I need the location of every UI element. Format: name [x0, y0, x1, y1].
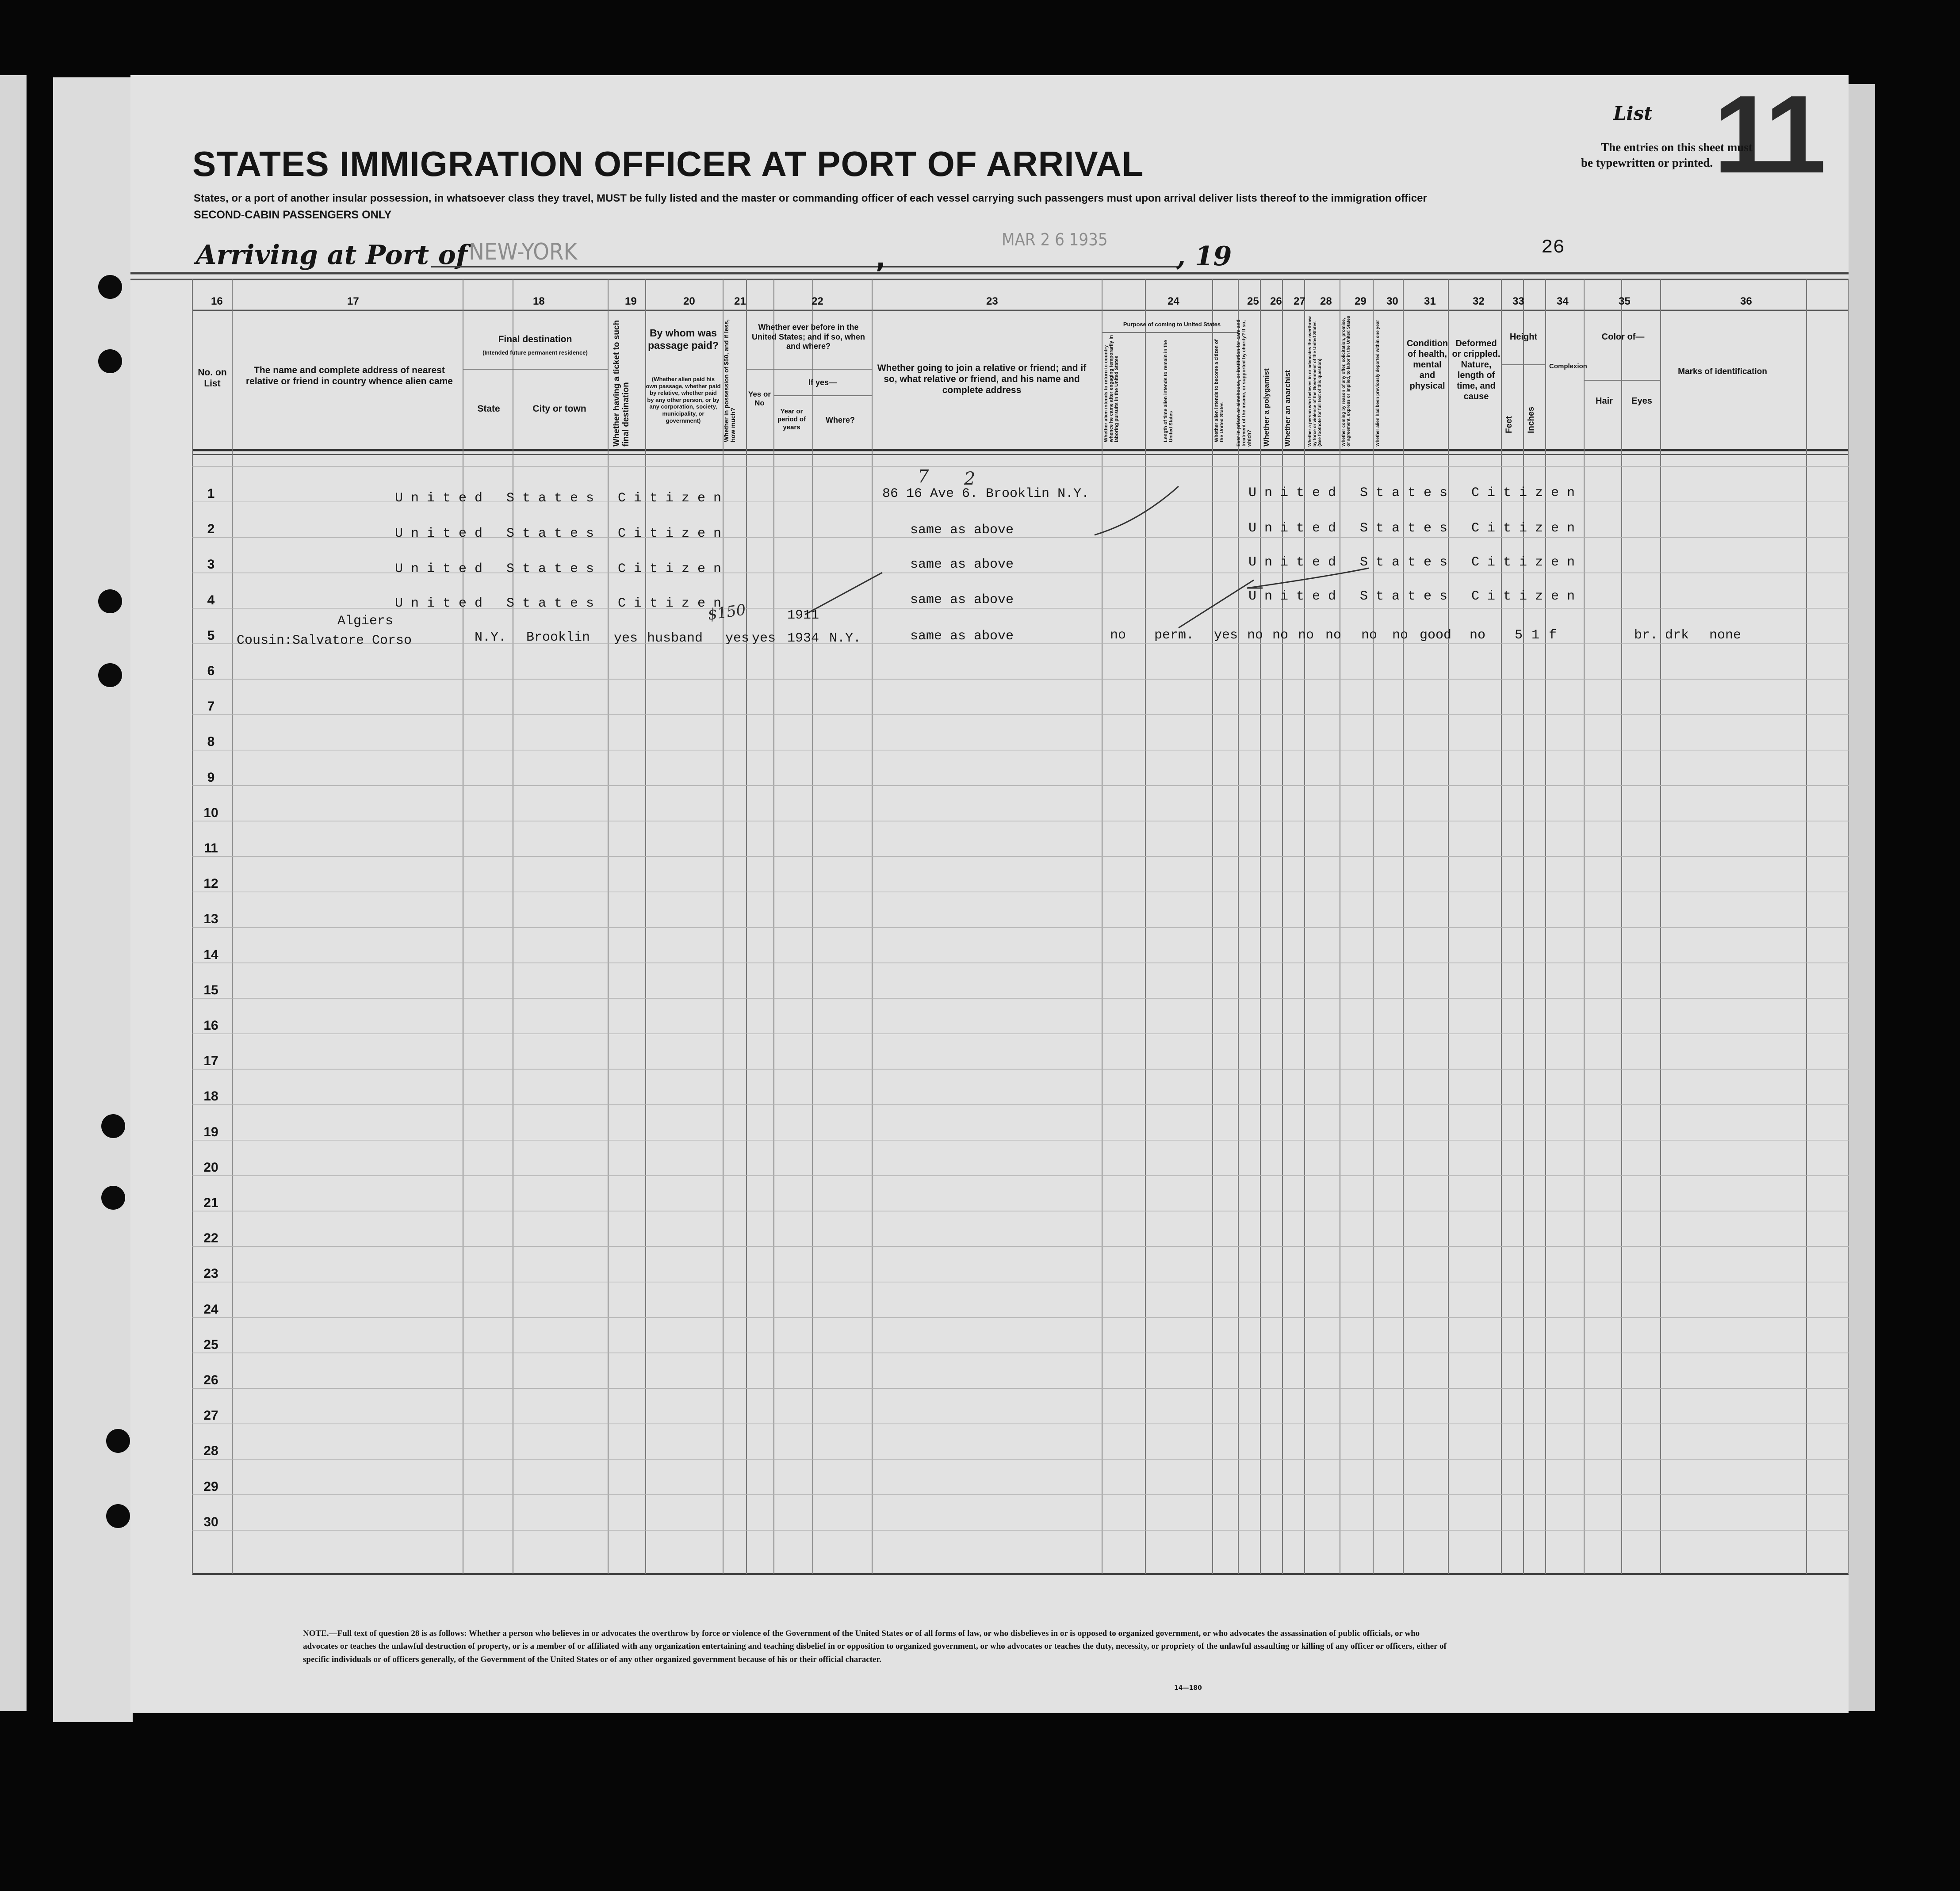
header-before-in-us: Whether ever before in the United States; and if so, when and where? [751, 323, 865, 351]
header-overthrow: Whether a person who believes in or advocates the overthrow by force or violence of the Government of the United States (See footnote for full text of this question) [1308, 316, 1322, 447]
header-yes-or-no: Yes or No [748, 390, 771, 408]
header-polygamist: Whether a polygamist [1262, 368, 1271, 447]
row-number: 16 [203, 1018, 218, 1033]
row5-money: yes [725, 631, 750, 646]
row-number: 18 [203, 1089, 218, 1104]
row-number: 4 [207, 592, 215, 607]
row-number: 1 [207, 486, 215, 501]
column-number: 29 [1355, 295, 1367, 307]
table-grid [130, 75, 1849, 1713]
row-number: 14 [203, 947, 218, 962]
row3-citizen-right: United States Citizen [1248, 555, 1583, 570]
row-number: 28 [203, 1444, 218, 1459]
row5-feet: 5 [1515, 628, 1523, 643]
column-number: 32 [1473, 295, 1485, 307]
date-stamp: MAR 2 6 1935 [1002, 230, 1108, 249]
row5-where: N.Y. [829, 631, 861, 646]
row-number: 11 [204, 841, 218, 856]
header-city: City or town [532, 404, 586, 414]
header-hair: Hair [1596, 396, 1613, 406]
header-health: Condition of health, mental and physical [1406, 339, 1448, 391]
header-no-on-list: No. on List [198, 367, 227, 389]
row5-anarchist: no [1298, 628, 1314, 643]
row5-inches: 1 [1531, 628, 1540, 643]
row5-money-handwritten: $150 [706, 601, 747, 624]
header-deported: Whether alien had been previously deported within one year [1375, 320, 1380, 447]
column-number: 19 [625, 295, 637, 307]
binder-hole [98, 589, 122, 613]
header-ticket: Whether having a ticket to such final destination [612, 320, 631, 447]
header-if-yes: If yes— [808, 378, 837, 387]
row5-marks: none [1709, 628, 1742, 643]
column-number: 31 [1424, 295, 1436, 307]
row5-city: Brooklin [526, 630, 590, 645]
column-number: 25 [1247, 295, 1259, 307]
row5-ticket: yes [614, 631, 638, 646]
header-final-destination: Final destination [498, 334, 572, 344]
row-number: 25 [203, 1337, 218, 1352]
row-number: 2 [207, 522, 215, 537]
column-number: 20 [683, 295, 695, 307]
column-number: 22 [812, 295, 823, 307]
header-purpose: Purpose of coming to United States [1123, 321, 1221, 328]
row5-hair: br. [1634, 628, 1658, 643]
row-number: 3 [207, 557, 215, 572]
column-number: 16 [211, 295, 223, 307]
row5-complexion: f [1549, 628, 1557, 643]
column-number: 33 [1512, 295, 1524, 307]
row-number: 17 [203, 1054, 218, 1069]
header-deformed: Deformed or crippled. Nature, length of time, and cause [1452, 339, 1501, 401]
row5-purpose-return: no [1110, 628, 1126, 643]
column-number: 24 [1168, 295, 1179, 307]
header-complexion: Complexion [1549, 363, 1587, 370]
row5-before: yes [752, 631, 776, 646]
row5-paid-by: husband [647, 631, 703, 646]
header-money: Whether in possession of $50, and if less, how much? [723, 319, 737, 442]
row5-eyes: drk [1665, 628, 1689, 643]
handwritten-7: 7 [918, 466, 929, 487]
page-stack-edge [1849, 84, 1875, 1711]
row1-citizen-right: United States Citizen [1248, 485, 1583, 500]
binder-hole [101, 1114, 125, 1138]
header-final-destination-note: (Intended future permanent residence) [482, 349, 588, 356]
row5-deformed: no [1470, 628, 1486, 643]
row-number: 26 [203, 1373, 218, 1387]
binder-hole [106, 1429, 130, 1453]
row5-length: perm. [1154, 628, 1194, 643]
row-number: 20 [203, 1160, 218, 1175]
header-year-period: Year or period of years [777, 408, 806, 431]
column-number: 21 [734, 295, 746, 307]
row4-address: same as above [910, 592, 1014, 607]
row-number: 5 [207, 628, 215, 643]
year-prefix: , 19 [1176, 241, 1232, 272]
row4-citizen-left: United States Citizen [395, 596, 730, 611]
header-become-citizen: Whether alien intends to become a citizen of the United States [1214, 339, 1225, 442]
row5-state: N.Y. [475, 630, 507, 645]
column-number: 17 [347, 295, 359, 307]
binder-hole [101, 1186, 125, 1210]
date-underline [896, 266, 1179, 267]
header-eyes: Eyes [1631, 396, 1652, 406]
header-passage-note: (Whether alien paid his own passage, whether paid by relative, whether paid by any other person, or by any corporation, society, municipality, or government) [646, 376, 721, 424]
row5-citizen: yes [1214, 628, 1238, 643]
row-number: 8 [207, 734, 215, 749]
column-number: 30 [1386, 295, 1398, 307]
page-number: 26 [1541, 237, 1565, 259]
list-label: List [1613, 103, 1653, 124]
row1-citizen-left: United States Citizen [395, 491, 730, 506]
row2-citizen-right: United States Citizen [1248, 521, 1583, 536]
binder-hole [98, 663, 122, 687]
row-number: 12 [203, 876, 218, 891]
column-number: 27 [1294, 295, 1305, 307]
row4-citizen-right: United States Citizen [1248, 589, 1583, 604]
row-number: 27 [203, 1408, 218, 1423]
row5-prison: no [1247, 628, 1263, 643]
header-labor-offer: Whether coming by reason of any offer, solicitation, promise, or agreement, express or implied, to labor in the United States [1341, 316, 1351, 447]
header-nearest-relative: The name and complete address of nearest relative or friend in country whence alien came [246, 365, 453, 387]
header-purpose-return: Whether alien intends to return to country whence he came after engaging temporarily in laboring pursuits in the United States [1103, 335, 1120, 442]
binder-hole [106, 1504, 130, 1528]
port-stamp: NEW-YORK [469, 239, 578, 265]
row1-address: 86 16 Ave 6. Brooklin N.Y. [882, 486, 1090, 501]
row5-year-1: 1911 [787, 608, 819, 623]
header-where: Where? [825, 416, 855, 424]
header-marks: Marks of identification [1678, 367, 1767, 376]
row2-address: same as above [910, 523, 1014, 538]
row5-year-2: 1934 [787, 631, 819, 646]
row3-citizen-left: United States Citizen [395, 562, 730, 577]
header-inches: Inches [1527, 406, 1536, 433]
header-state: State [477, 404, 500, 414]
class-line: SECOND-CABIN PASSENGERS ONLY [194, 209, 392, 221]
column-number: 26 [1270, 295, 1282, 307]
entries-note-2: be typewritten or printed. [1581, 156, 1713, 169]
row5-labor-offer: no [1361, 628, 1378, 643]
row-number: 10 [203, 805, 218, 820]
row-number: 9 [207, 770, 215, 785]
header-prison: Ever in prison or almshouse, or institution for care and treatment of the insane, or supported by charity? If so, which? [1236, 319, 1252, 447]
row5-relative-city: Algiers [337, 614, 394, 629]
header-anarchist: Whether an anarchist [1283, 370, 1292, 447]
column-number: 18 [533, 295, 545, 307]
manifest-page [130, 75, 1849, 1713]
list-number: 11 [1714, 75, 1822, 196]
previous-page-strip [53, 77, 133, 1722]
instruction-text: States, or a port of another insular possession, in whatsoever class they travel, MUST be fully listed and the master or commanding officer of each vessel carrying such passengers must upon arrival deliver lists thereof to the immigration officer [194, 192, 1427, 204]
arriving-label: Arriving at Port of [196, 240, 467, 271]
row5-relative: Cousin:Salvatore Corso [237, 633, 412, 648]
header-height: Height [1509, 332, 1538, 342]
row5-health: good [1420, 628, 1452, 643]
row5-polygamist: no [1272, 628, 1289, 643]
row-number: 6 [207, 664, 215, 678]
column-number: 23 [986, 295, 998, 307]
header-length-of-stay: Length of time alien intends to remain in the United States [1163, 340, 1174, 442]
column-number: 35 [1619, 295, 1631, 307]
binder-hole [98, 275, 122, 299]
header-color-of: Color of— [1601, 332, 1645, 342]
binder-tab-edge [0, 75, 27, 1711]
row-number: 15 [203, 982, 218, 997]
row-number: 19 [203, 1124, 218, 1139]
row-number: 22 [203, 1231, 218, 1246]
row2-citizen-left: United States Citizen [395, 526, 730, 541]
header-passage-paid: By whom was passage paid? [648, 327, 719, 351]
row-number: 29 [203, 1479, 218, 1494]
binder-hole [98, 349, 122, 373]
row5-deported: no [1392, 628, 1409, 643]
footnote-question-28: NOTE.—Full text of question 28 is as follows: Whether a person who believes in or advocates the overthrow by force or violence of the Government of the United States or of all forms of law, or who disbelieves in or is opposed to organized government, or who advocates the assassination of public officials, or who advocates or teaches the unlawful destruction of property, or is a member of or affiliated with any organization entertaining and teaching disbelief in or opposition to organized government, or who advocates or teaches the duty, necessity, or propriety of the unlawful assaulting or killing of any officer or officers, either of specific individuals or of officers generally, of the Government of the United States or of any other organized government because of his or their official character. [303, 1629, 1447, 1664]
row-number: 23 [203, 1266, 218, 1281]
header-feet: Feet [1504, 416, 1514, 433]
row5-overthrow: no [1325, 628, 1342, 643]
column-number: 34 [1557, 295, 1569, 307]
column-number: 28 [1320, 295, 1332, 307]
row-number: 7 [207, 699, 215, 714]
comma: , [876, 243, 886, 274]
row-number: 30 [203, 1514, 218, 1529]
row5-join: same as above [910, 629, 1014, 644]
row-number: 21 [203, 1196, 218, 1210]
handwritten-2: 2 [964, 469, 976, 489]
header-join-relative: Whether going to join a relative or friend; and if so, what relative or friend, and his name and complete address [877, 363, 1087, 396]
row3-address: same as above [910, 557, 1014, 572]
row-number: 13 [203, 912, 218, 927]
page-title: STATES IMMIGRATION OFFICER AT PORT OF ARRIVAL [192, 144, 1144, 183]
entries-note-1: The entries on this sheet must [1601, 141, 1753, 154]
form-number: 14—180 [1174, 1685, 1202, 1692]
column-number: 36 [1740, 295, 1752, 307]
row-number: 24 [203, 1302, 218, 1317]
